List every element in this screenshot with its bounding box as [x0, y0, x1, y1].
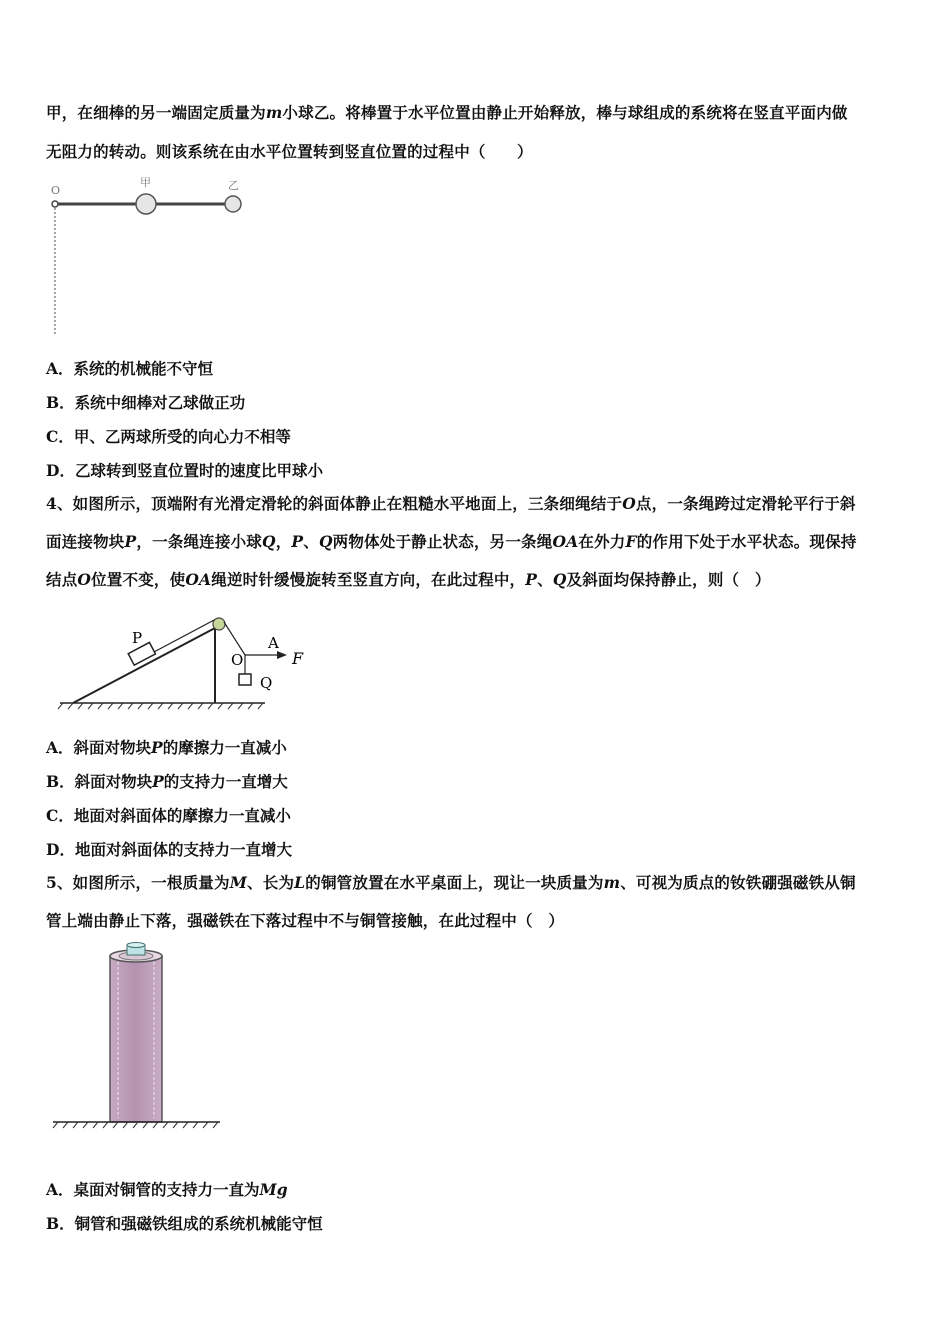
q4-stem-text: 两物体处于静止状态，另一条绳 [332, 532, 553, 551]
q5-var-mg: Mg [259, 1180, 288, 1199]
q3-ball-yi [225, 196, 241, 212]
q4-figure [55, 606, 325, 716]
q4-option-b[interactable] [46, 770, 288, 792]
q4-stem-text: 、 [537, 570, 553, 589]
q3-stem-line-2: 无阻力的转动。则该系统在由水平位置转到竖直位置的过程中（ ） [46, 142, 533, 161]
q4-option-c[interactable] [46, 804, 291, 826]
q5-option-text: A．桌面对铜管的支持力一直为 [46, 1180, 260, 1199]
q4-var-f: F [625, 532, 637, 551]
q4-var-o: O [77, 570, 92, 589]
q5-var-l: L [294, 873, 306, 892]
q4-stem-text: 在外力 [578, 532, 626, 551]
q4-var-p: P [124, 532, 137, 551]
q4-pulley [213, 618, 225, 630]
q4-option-text: 的支持力一直增大 [163, 772, 288, 791]
q5-option-text: B．铜管和强磁铁组成的系统机械能守恒 [46, 1214, 323, 1233]
q4-stem-text: 点，一条绳跨过定滑轮平行于斜 [635, 494, 856, 513]
q4-label-q: Q [260, 674, 273, 692]
q4-option-text: A．斜面对物块 [46, 738, 152, 757]
q4-option-text: B．斜面对物块 [46, 772, 153, 791]
q3-pivot [52, 201, 58, 207]
q4-var-o: O [622, 494, 636, 513]
q4-ball-q [239, 674, 251, 685]
q3-option-b[interactable]: B．系统中细棒对乙球做正功 [46, 393, 246, 412]
q4-stem-line-1 [46, 492, 856, 514]
q4-stem-line-2 [46, 530, 857, 552]
q3-stem-text: 小球乙。将棒置于水平位置由静止开始释放，棒与球组成的系统将在竖直平面内做 [282, 103, 848, 122]
q5-stem-text: 的铜管放置在水平桌面上，现让一块质量为 [305, 873, 604, 892]
q4-label-p: P [132, 629, 143, 647]
q5-stem-line-1 [46, 871, 856, 893]
q5-option-b[interactable] [46, 1212, 323, 1234]
q3-label-o: O [51, 184, 61, 197]
q4-stem-text: 、 [303, 532, 319, 551]
q3-option-c[interactable]: C．甲、乙两球所受的向心力不相等 [46, 427, 291, 446]
q5-stem-text: 5、如图所示，一根质量为 [46, 873, 230, 892]
q5-stem-text: 、可视为质点的钕铁硼强磁铁从铜 [620, 873, 856, 892]
q4-stem-text: 位置不变，使 [91, 570, 186, 589]
q3-stem-line-1 [46, 101, 848, 123]
q4-var-q: Q [318, 532, 333, 551]
q4-var-oa: OA [185, 570, 212, 589]
q3-option-d[interactable]: D．乙球转到竖直位置时的速度比甲球小 [46, 461, 323, 480]
q4-label-o: O [231, 651, 244, 669]
q3-option-a[interactable]: A．系统的机械能不守恒 [46, 359, 214, 378]
q5-table-hatch [53, 1122, 218, 1128]
q4-label-a: A [268, 634, 279, 652]
q4-var-p: P [152, 772, 164, 791]
q4-option-text: 的摩擦力一直减小 [162, 738, 287, 757]
q4-stem-text: 绳逆时针缓慢旋转至竖直方向，在此过程中， [211, 570, 526, 589]
q4-stem-text: 面连接物块 [46, 532, 125, 551]
q4-ground-hatch [58, 703, 263, 709]
q4-option-a[interactable] [46, 736, 287, 758]
q3-figure [40, 172, 260, 342]
q5-option-a[interactable] [46, 1178, 288, 1200]
q4-option-text: C．地面对斜面体的摩擦力一直减小 [46, 806, 291, 825]
q3-label-yi: 乙 [228, 179, 239, 192]
q4-stem-text: ， [275, 532, 292, 551]
q4-var-p: P [291, 532, 304, 551]
q4-incline-surface [73, 628, 215, 703]
q5-stem-line-2: 管上端由静止下落，强磁铁在下落过程中不与铜管接触，在此过程中（ ） [46, 911, 565, 930]
q4-option-d[interactable] [46, 838, 292, 860]
q5-figure [48, 940, 228, 1140]
q3-stem-text: 甲，在细棒的另一端固定质量为 [46, 103, 266, 122]
q4-stem-line-3 [46, 568, 771, 590]
q4-option-text: D．地面对斜面体的支持力一直增大 [46, 840, 292, 859]
q3-label-jia: 甲 [140, 176, 151, 189]
q4-stem-text: 4、如图所示，顶端附有光滑定滑轮的斜面体静止在粗糙水平地面上，三条细绳结于 [46, 494, 623, 513]
q4-var-q: Q [261, 532, 276, 551]
q5-stem-text: 、长为 [247, 873, 295, 892]
q4-var-oa: OA [552, 532, 579, 551]
q4-var-q: Q [552, 570, 567, 589]
q4-var-p: P [525, 570, 538, 589]
q4-stem-text: 的作用下处于水平状态。现保持 [636, 532, 857, 551]
q5-var-m: m [603, 873, 621, 892]
q4-label-f: F [292, 649, 304, 668]
q4-force-arrow [277, 651, 287, 659]
q4-rope-to-p [154, 619, 216, 652]
q4-stem-text: ，一条绳连接小球 [136, 532, 262, 551]
q3-ball-jia [136, 194, 156, 214]
q5-magnet-top [127, 943, 145, 948]
q4-stem-text: 及斜面均保持静止，则（ ） [566, 570, 771, 589]
q3-var-m: m [265, 103, 283, 122]
q5-var-m-big: M [229, 873, 248, 892]
q4-var-p: P [151, 738, 163, 757]
q4-stem-text: 结点 [46, 570, 78, 589]
